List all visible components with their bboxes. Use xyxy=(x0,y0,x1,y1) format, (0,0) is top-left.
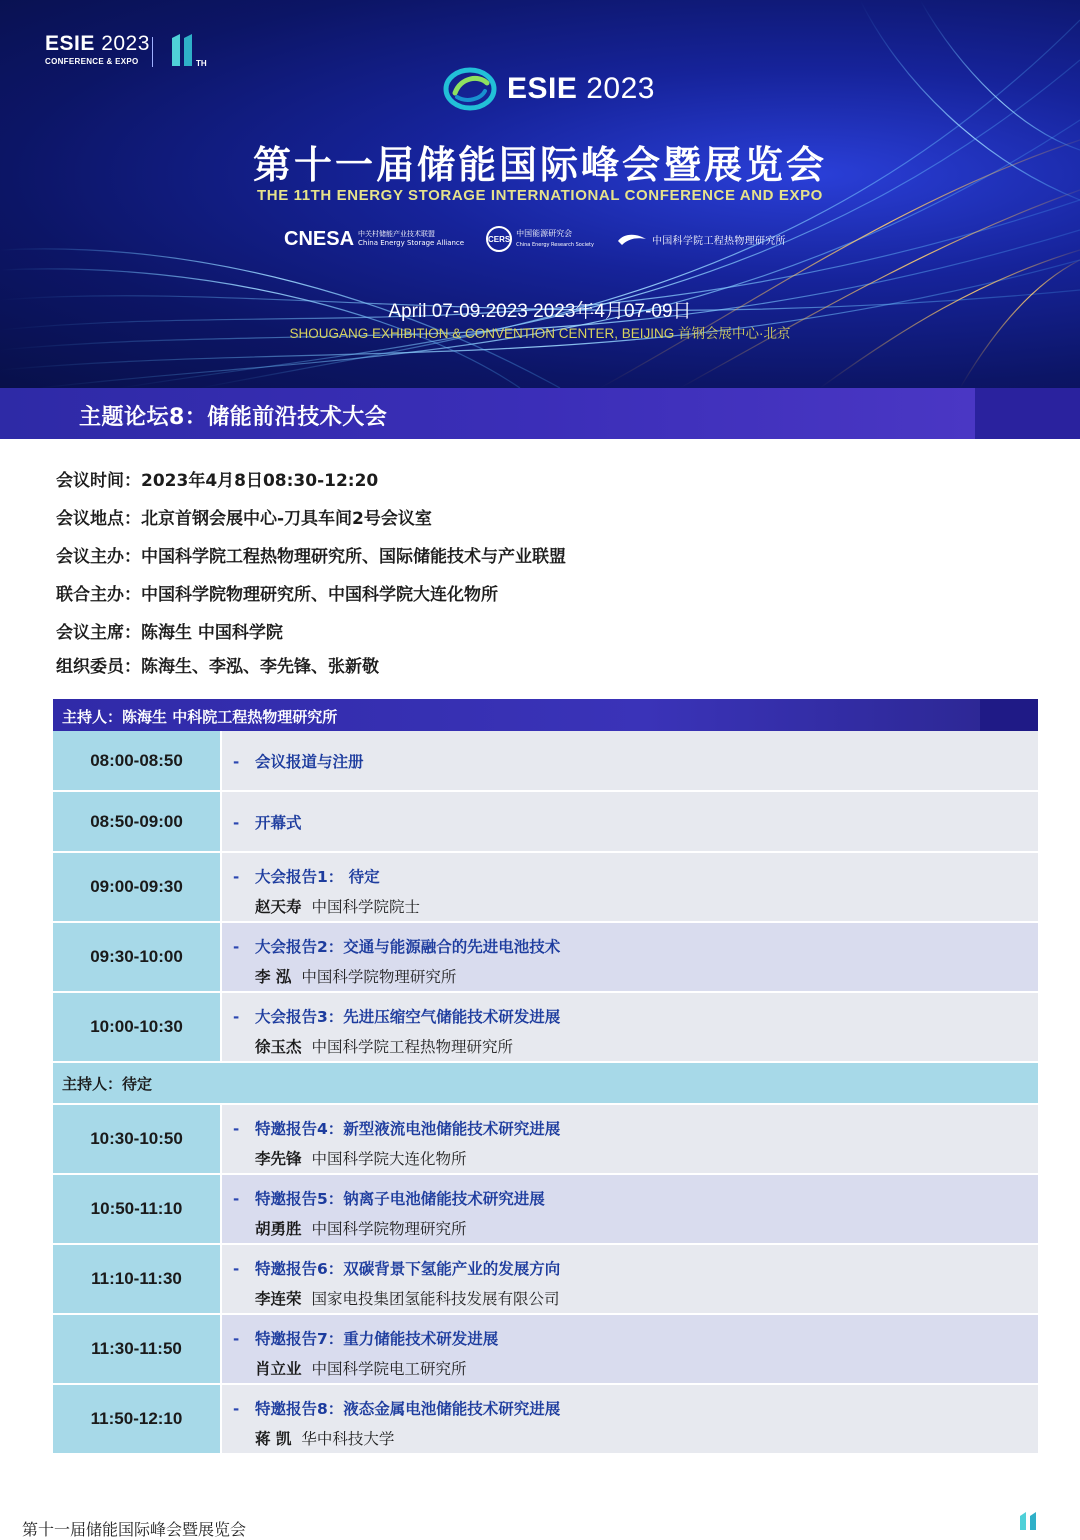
speaker-affiliation: 中国科学院物理研究所 xyxy=(301,968,457,986)
esie-center-logo xyxy=(443,66,655,112)
time-cell: 08:50-09:00 xyxy=(53,792,222,851)
footer-text: 第十一届储能国际峰会暨展览会 xyxy=(22,1520,247,1539)
time-cell: 10:30-10:50 xyxy=(53,1105,222,1173)
talk-title: 特邀报告5：钠离子电池储能技术研究进展 xyxy=(255,1190,545,1208)
speaker-affiliation: 中国科学院工程热物理研究所 xyxy=(311,1038,514,1056)
speaker-affiliation: 中国科学院大连化物所 xyxy=(311,1150,467,1168)
time-cell: 11:10-11:30 xyxy=(53,1245,222,1313)
host-bar-2: 主持人：待定 xyxy=(53,1063,1038,1105)
cers-logo-icon: CERS 中国能源研究会 China Energy Research Society xyxy=(486,226,594,252)
speaker-name: 徐玉杰 xyxy=(255,1038,302,1056)
section-title: 主题论坛8：储能前沿技术大会 xyxy=(79,405,388,430)
esie-logo-icon xyxy=(443,67,497,111)
header-banner xyxy=(0,0,1080,388)
table-row: 11:50-12:10 - 特邀报告8：液态金属电池储能技术研究进展 蒋 凯 华中科技大学 xyxy=(53,1385,1038,1455)
brand-divider xyxy=(152,37,153,67)
talk-title: 特邀报告8：液态金属电池储能技术研究进展 xyxy=(255,1400,561,1418)
time-cell: 11:30-11:50 xyxy=(53,1315,222,1383)
table-row: 08:00-08:50 - 会议报道与注册 xyxy=(53,731,1038,792)
event-venue: SHOUGANG EXHIBITION & CONVENTION CENTER, BEIJING 首钢会展中心·北京 xyxy=(289,326,791,341)
table-row: 09:00-09:30 - 大会报告1： 待定 赵天寿 中国科学院院士 xyxy=(53,853,1038,923)
time-cell: 09:00-09:30 xyxy=(53,853,222,921)
info-chair: 会议主席：陈海生 中国科学院 xyxy=(56,623,283,643)
host-1-text: 主持人：陈海生 中科院工程热物理研究所 xyxy=(62,708,338,726)
talk-title: 大会报告2：交通与能源融合的先进电池技术 xyxy=(255,938,561,956)
speaker-affiliation: 中国科学院院士 xyxy=(311,898,421,916)
table-row: 08:50-09:00 - 开幕式 xyxy=(53,792,1038,853)
speaker-name: 李 泓 xyxy=(255,968,292,986)
info-co-organizer: 联合主办：中国科学院物理研究所、中国科学院大连化物所 xyxy=(56,585,498,605)
talk-title: 大会报告3：先进压缩空气储能技术研发进展 xyxy=(255,1008,561,1026)
svg-text:TH: TH xyxy=(196,59,207,68)
brand-esie-text: ESIE 2023 xyxy=(45,32,150,55)
time-cell: 09:30-10:00 xyxy=(53,923,222,991)
section-title-bar xyxy=(0,388,1080,439)
table-row: 10:00-10:30 - 大会报告3：先进压缩空气储能技术研发进展 徐玉杰 中国科学院工程热物理研究所 xyxy=(53,993,1038,1063)
host-bar-1 xyxy=(53,699,1038,731)
speaker-name: 李连荣 xyxy=(255,1290,302,1308)
talk-title: 特邀报告7：重力储能技术研发进展 xyxy=(255,1330,499,1348)
speaker-name: 肖立业 xyxy=(255,1360,302,1378)
talk-title: 特邀报告4：新型液流电池储能技术研究进展 xyxy=(255,1120,561,1138)
table-row: 10:30-10:50 - 特邀报告4：新型液流电池储能技术研究进展 李先锋 中国科学院大连化物所 xyxy=(53,1105,1038,1175)
talk-title: 开幕式 xyxy=(255,813,302,832)
table-row: 11:30-11:50 - 特邀报告7：重力储能技术研发进展 肖立业 中国科学院电工研究所 xyxy=(53,1315,1038,1385)
speaker-name: 李先锋 xyxy=(255,1150,302,1168)
talk-title: 会议报道与注册 xyxy=(255,752,364,771)
time-cell: 08:00-08:50 xyxy=(53,731,222,790)
table-row: 09:30-10:00 - 大会报告2：交通与能源融合的先进电池技术 李 泓 中国科学院物理研究所 xyxy=(53,923,1038,993)
speaker-name: 赵天寿 xyxy=(255,898,302,916)
time-cell: 10:50-11:10 xyxy=(53,1175,222,1243)
eleven-th-mark-icon xyxy=(1016,1510,1046,1530)
info-committee: 组织委员：陈海生、李泓、李先锋、张新敬 xyxy=(56,657,379,677)
brand-top-left xyxy=(45,32,150,66)
info-organizer: 会议主办：中国科学院工程热物理研究所、国际储能技术与产业联盟 xyxy=(56,547,566,567)
table-row: 11:10-11:30 - 特邀报告6：双碳背景下氢能产业的发展方向 李连荣 国家电投集团氢能科技发展有限公司 xyxy=(53,1245,1038,1315)
banner-title-en: THE 11TH ENERGY STORAGE INTERNATIONAL CONFERENCE AND EXPO xyxy=(257,187,823,204)
info-location: 会议地点：北京首钢会展中心-刀具车间2号会议室 xyxy=(56,509,432,529)
info-time: 会议时间：2023年4月8日08:30-12:20 xyxy=(56,471,379,491)
esie-logo-text: ESIE 2023 xyxy=(507,72,655,105)
speaker-affiliation: 中国科学院电工研究所 xyxy=(311,1360,467,1378)
schedule-table xyxy=(53,731,1038,1455)
speaker-affiliation: 中国科学院物理研究所 xyxy=(311,1220,467,1238)
eleven-th-mark-icon xyxy=(166,32,210,70)
iet-logo-icon: 中国科学院工程热物理研究所 xyxy=(616,231,786,247)
cnesa-logo-icon: CNESA 中关村储能产业技术联盟 China Energy Storage Alliance xyxy=(284,227,465,250)
banner-title-cn: 第十一届储能国际峰会暨展览会 xyxy=(252,143,827,187)
speaker-affiliation: 国家电投集团氢能科技发展有限公司 xyxy=(311,1290,560,1308)
brand-sub-text: CONFERENCE & EXPO xyxy=(45,57,139,66)
talk-title: 大会报告1： 待定 xyxy=(255,868,380,886)
event-date: April 07-09.2023 2023年4月07-09日 xyxy=(388,301,692,322)
time-cell: 10:00-10:30 xyxy=(53,993,222,1061)
meeting-info xyxy=(56,466,566,690)
organizer-logos xyxy=(284,226,786,252)
speaker-name: 胡勇胜 xyxy=(255,1220,302,1238)
table-row: 10:50-11:10 - 特邀报告5：钠离子电池储能技术研究进展 胡勇胜 中国科学院物理研究所 xyxy=(53,1175,1038,1245)
speaker-name: 蒋 凯 xyxy=(255,1430,292,1448)
speaker-affiliation: 华中科技大学 xyxy=(301,1430,395,1448)
talk-title: 特邀报告6：双碳背景下氢能产业的发展方向 xyxy=(255,1260,561,1278)
time-cell: 11:50-12:10 xyxy=(53,1385,222,1453)
